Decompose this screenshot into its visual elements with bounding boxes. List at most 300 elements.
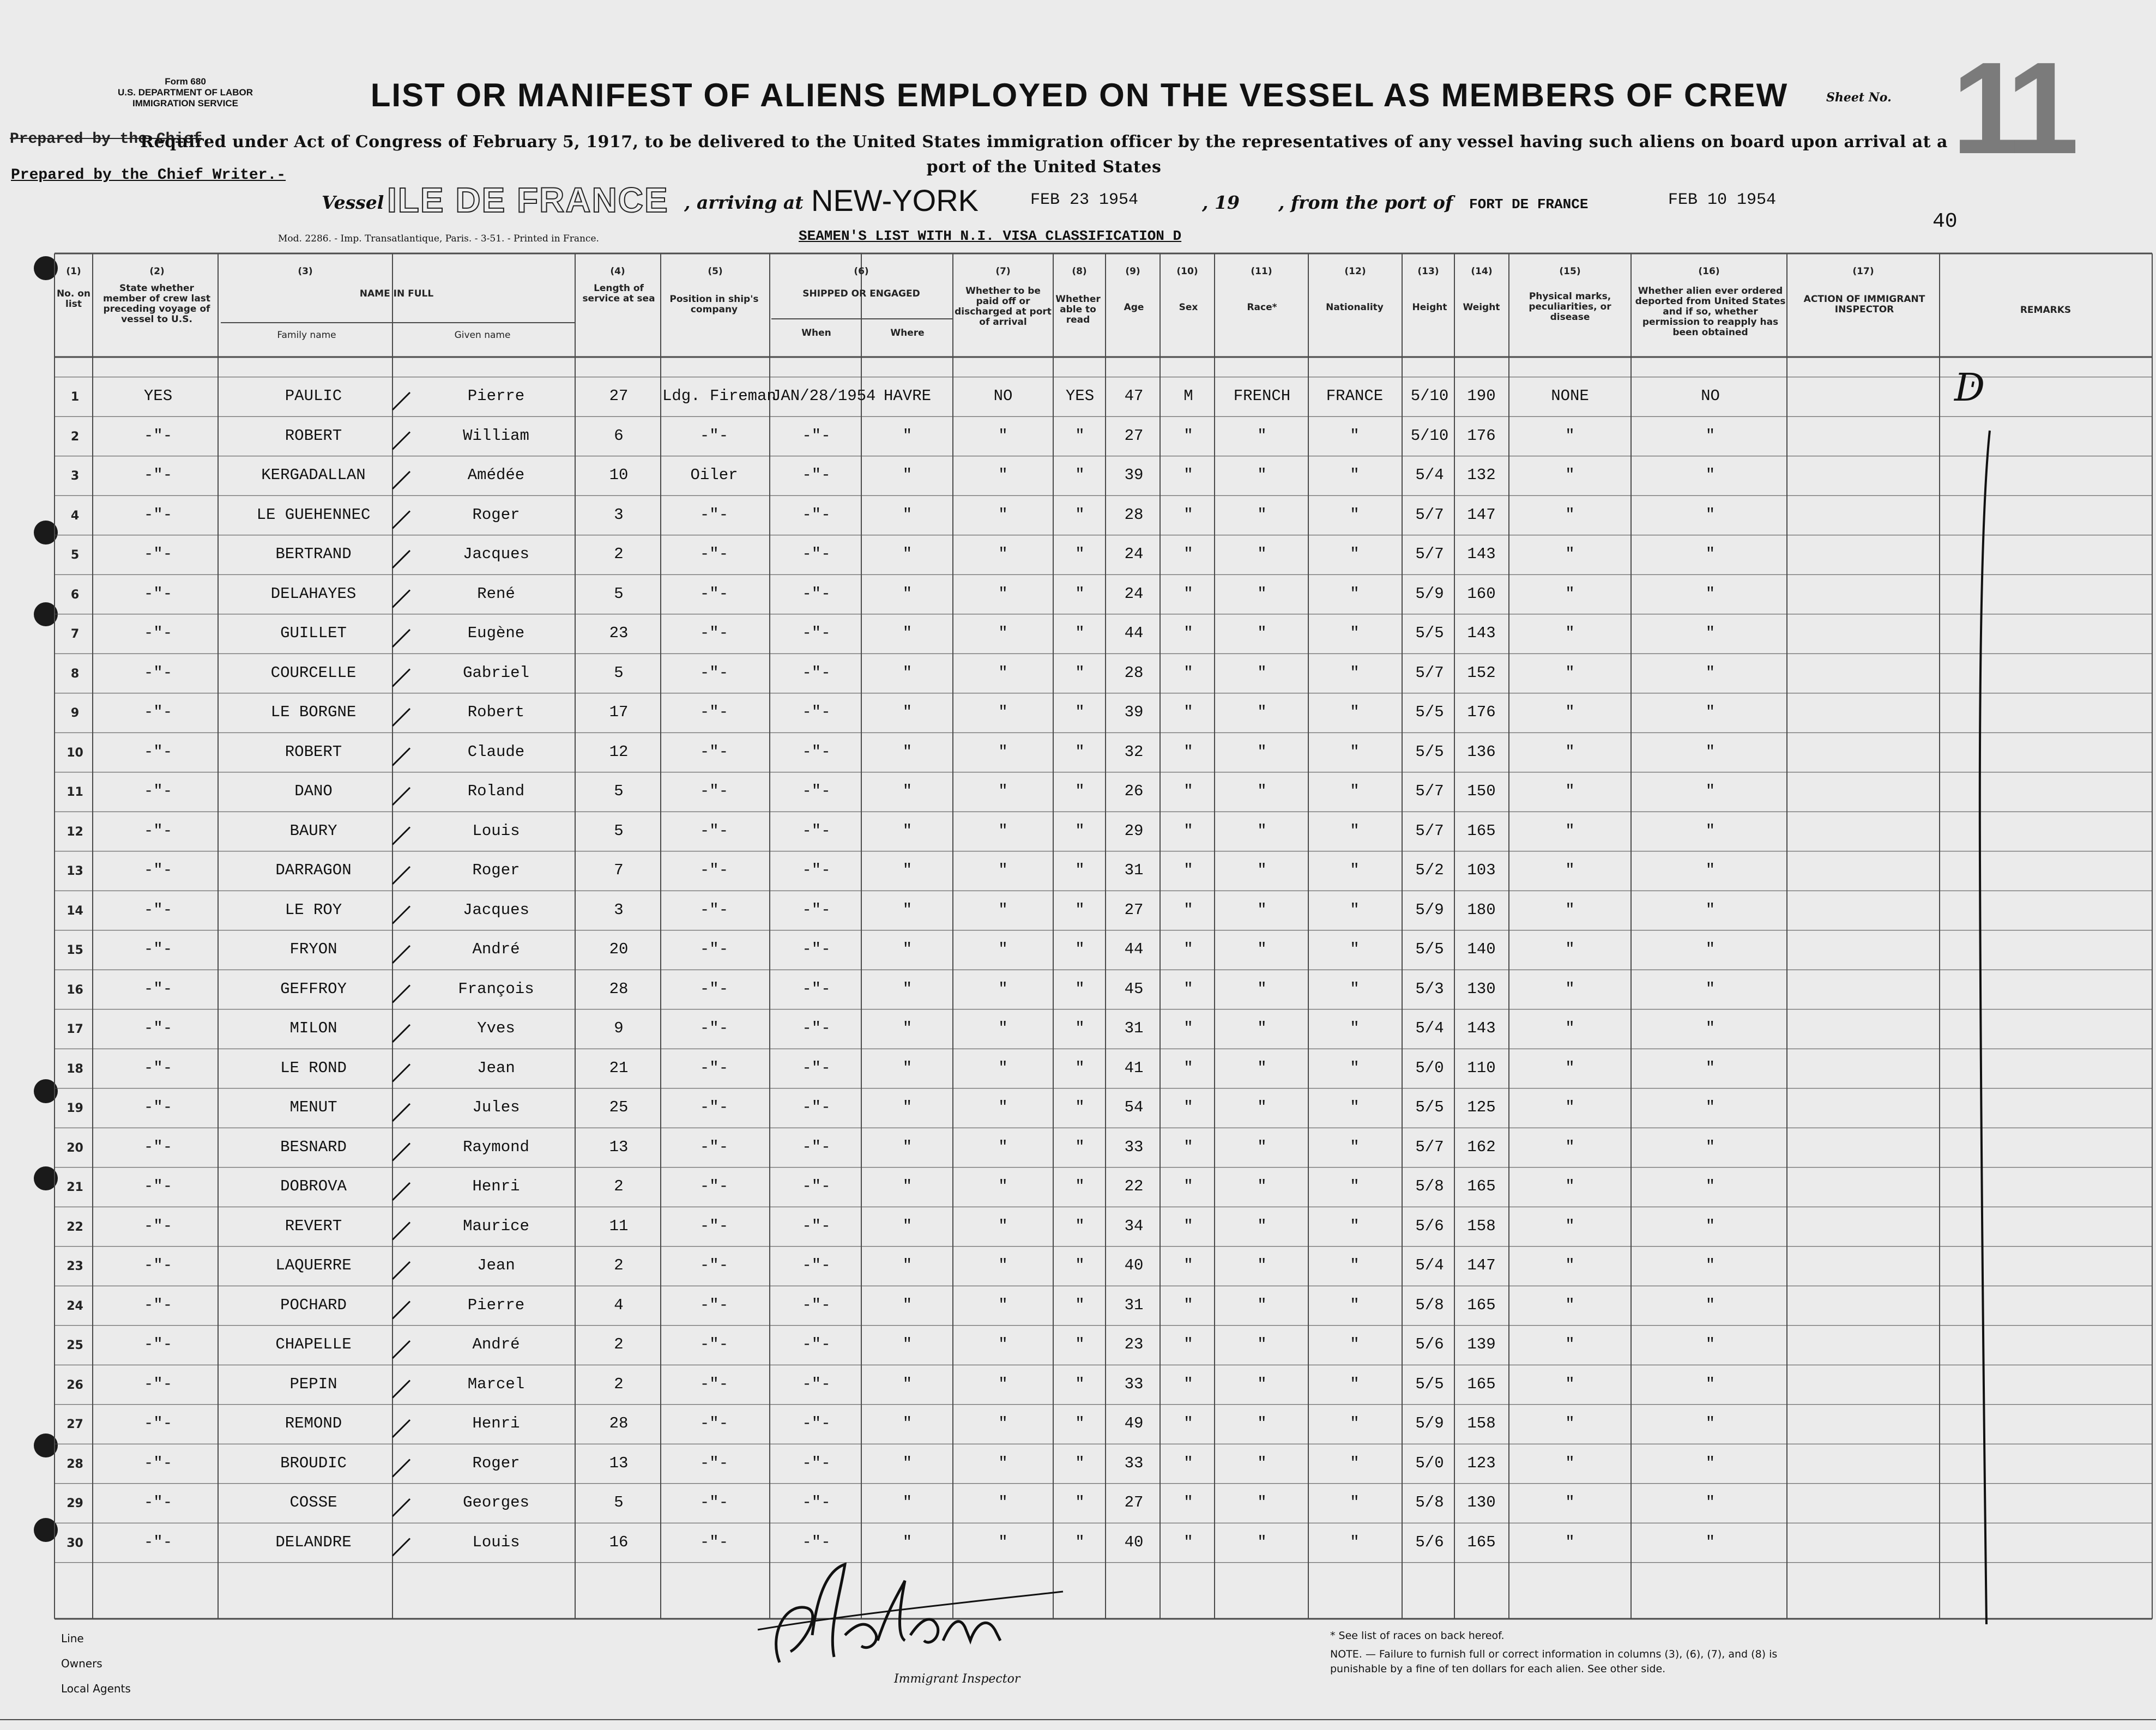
- cell-given: Pierre: [467, 1296, 525, 1314]
- cell-sex: ": [1183, 466, 1193, 484]
- header-given-name: Given name: [454, 330, 511, 341]
- cell-where: ": [902, 1098, 913, 1116]
- cell-where: ": [902, 1296, 913, 1314]
- cell-family: REVERT: [285, 1217, 342, 1235]
- cell-deported: ": [1705, 1414, 1716, 1432]
- cell-family: MILON: [289, 1019, 337, 1037]
- cell-deported: ": [1705, 1177, 1716, 1195]
- cell-marks: ": [1565, 979, 1575, 998]
- cell-age: 28: [1124, 505, 1144, 524]
- cell-member: -"-: [143, 1493, 173, 1511]
- cell-member: -"-: [143, 545, 173, 563]
- cell-height: 5/7: [1415, 545, 1444, 563]
- cell-family: GUILLET: [280, 624, 347, 642]
- cell-position: -"-: [699, 1138, 729, 1156]
- cell-family: DELAHAYES: [270, 584, 357, 603]
- seamen-list-title: SEAMEN'S LIST WITH N.I. VISA CLASSIFICATION D: [799, 228, 1182, 244]
- cell-position: -"-: [699, 663, 729, 682]
- cell-where: ": [902, 742, 913, 761]
- prepared-by: Prepared by the Chief Writer.-: [11, 167, 286, 184]
- cell-where: ": [902, 782, 913, 800]
- cell-family: LAQUERRE: [275, 1256, 352, 1274]
- cell-marks: ": [1565, 1296, 1575, 1314]
- cell-family: KERGADALLAN: [261, 466, 366, 484]
- cell-when: -"-: [802, 466, 831, 484]
- cell-given: Jacques: [463, 900, 529, 919]
- cell-where: ": [902, 1375, 913, 1393]
- cell-weight: 176: [1467, 426, 1496, 445]
- cell-when: -"-: [802, 1493, 831, 1511]
- row-number: 8: [70, 667, 80, 681]
- cell-race: ": [1257, 940, 1267, 958]
- cell-sex: ": [1183, 1138, 1193, 1156]
- cell-nationality: ": [1350, 742, 1360, 761]
- cell-weight: 190: [1467, 387, 1496, 405]
- year-label: , 19: [1202, 192, 1240, 213]
- cell-service: 2: [614, 1335, 624, 1353]
- column-number: (1): [66, 266, 81, 277]
- cell-deported: ": [1705, 742, 1716, 761]
- cell-marks: ": [1565, 1058, 1575, 1077]
- cell-position: -"-: [699, 1098, 729, 1116]
- row-number: 16: [67, 983, 83, 997]
- cell-family: BERTRAND: [275, 545, 352, 563]
- row-number: 11: [67, 785, 83, 799]
- cell-position: -"-: [699, 1217, 729, 1235]
- cell-member: -"-: [143, 742, 173, 761]
- cell-position: Oiler: [690, 466, 738, 484]
- cell-service: 11: [609, 1217, 629, 1235]
- cell-paid: ": [998, 426, 1008, 445]
- cell-age: 33: [1124, 1138, 1144, 1156]
- cell-race: ": [1257, 1098, 1267, 1116]
- header-deported: Whether alien ever ordered deported from United States and if so, whether permission to reapply has been obtained: [1635, 286, 1786, 338]
- cell-position: -"-: [699, 979, 729, 998]
- cell-paid: ": [998, 663, 1008, 682]
- cell-age: 31: [1124, 861, 1144, 879]
- cell-when: -"-: [802, 782, 831, 800]
- header-race: Race*: [1247, 302, 1277, 313]
- cell-sex: ": [1183, 1256, 1193, 1274]
- cell-nationality: ": [1350, 505, 1360, 524]
- cell-sex: ": [1183, 1058, 1193, 1077]
- cell-position: -"-: [699, 1375, 729, 1393]
- cell-deported: ": [1705, 505, 1716, 524]
- cell-member: -"-: [143, 1414, 173, 1432]
- cell-marks: ": [1565, 1454, 1575, 1472]
- cell-age: 31: [1124, 1296, 1144, 1314]
- cell-read: YES: [1065, 387, 1095, 405]
- cell-read: ": [1075, 1454, 1085, 1472]
- departure-date: FEB 10 1954: [1668, 191, 1777, 209]
- cell-age: 28: [1124, 663, 1144, 682]
- cell-when: -"-: [802, 1414, 831, 1432]
- cell-weight: 103: [1467, 861, 1496, 879]
- cell-height: 5/9: [1415, 1414, 1444, 1432]
- vessel-label: Vessel: [322, 192, 384, 213]
- cell-marks: ": [1565, 782, 1575, 800]
- cell-paid: ": [998, 742, 1008, 761]
- vessel-name: ILE DE FRANCE: [387, 180, 669, 220]
- cell-weight: 110: [1467, 1058, 1496, 1077]
- cell-family: PAULIC: [285, 387, 342, 405]
- cell-member: -"-: [143, 1296, 173, 1314]
- cell-age: 39: [1124, 703, 1144, 721]
- cell-given: André: [472, 1335, 520, 1353]
- cell-sex: ": [1183, 940, 1193, 958]
- row-number: 19: [67, 1102, 83, 1115]
- cell-position: -"-: [699, 1019, 729, 1037]
- cell-family: REMOND: [285, 1414, 342, 1432]
- cell-when: -"-: [802, 821, 831, 840]
- cell-when: -"-: [802, 1058, 831, 1077]
- cell-deported: ": [1705, 703, 1716, 721]
- cell-family: DELANDRE: [275, 1533, 352, 1551]
- cell-weight: 136: [1467, 742, 1496, 761]
- header-nationality: Nationality: [1326, 302, 1384, 313]
- header-length-of-service: Length of service at sea: [582, 283, 655, 304]
- cell-age: 22: [1124, 1177, 1144, 1195]
- cell-nationality: ": [1350, 1138, 1360, 1156]
- cell-nationality: ": [1350, 900, 1360, 919]
- cell-age: 34: [1124, 1217, 1144, 1235]
- cell-deported: ": [1705, 1493, 1716, 1511]
- cell-paid: ": [998, 1217, 1008, 1235]
- cell-weight: 143: [1467, 545, 1496, 563]
- cell-age: 39: [1124, 466, 1144, 484]
- cell-member: -"-: [143, 1256, 173, 1274]
- cell-given: Jean: [477, 1058, 515, 1077]
- cell-deported: ": [1705, 782, 1716, 800]
- header-physical-marks: Physical marks, peculiarities, or disease: [1529, 291, 1611, 323]
- cell-where: ": [902, 584, 913, 603]
- cell-deported: ": [1705, 821, 1716, 840]
- cell-position: -"-: [699, 545, 729, 563]
- cell-read: ": [1075, 1138, 1085, 1156]
- cell-race: ": [1257, 545, 1267, 563]
- cell-height: 5/10: [1410, 426, 1449, 445]
- cell-read: ": [1075, 1019, 1085, 1037]
- footer-owners-label: Owners: [61, 1657, 102, 1670]
- row-number: 21: [67, 1181, 83, 1194]
- cell-position: -"-: [699, 426, 729, 445]
- cell-given: Jacques: [463, 545, 529, 563]
- cell-race: ": [1257, 1138, 1267, 1156]
- cell-age: 41: [1124, 1058, 1144, 1077]
- cell-where: ": [902, 1493, 913, 1511]
- cell-sex: M: [1183, 387, 1193, 405]
- cell-paid: ": [998, 1019, 1008, 1037]
- cell-when: -"-: [802, 1138, 831, 1156]
- cell-service: 2: [614, 545, 624, 563]
- cell-nationality: ": [1350, 545, 1360, 563]
- cell-service: 9: [614, 1019, 624, 1037]
- row-number: 5: [70, 548, 80, 562]
- cell-given: Roger: [472, 1454, 520, 1472]
- row-number: 29: [67, 1497, 83, 1510]
- row-number: 14: [67, 904, 83, 918]
- cell-weight: 165: [1467, 821, 1496, 840]
- cell-member: -"-: [143, 624, 173, 642]
- cell-given: René: [477, 584, 515, 603]
- cell-read: ": [1075, 545, 1085, 563]
- cell-read: ": [1075, 1375, 1085, 1393]
- cell-family: DARRAGON: [275, 861, 352, 879]
- cell-when: -"-: [802, 505, 831, 524]
- cell-sex: ": [1183, 584, 1193, 603]
- from-label: , from the port of: [1278, 192, 1453, 213]
- remark-bracket-line: [1941, 371, 2050, 1624]
- cell-paid: ": [998, 1454, 1008, 1472]
- cell-position: -"-: [699, 1256, 729, 1274]
- cell-read: ": [1075, 1335, 1085, 1353]
- cell-race: ": [1257, 1493, 1267, 1511]
- cell-sex: ": [1183, 1098, 1193, 1116]
- cell-race: ": [1257, 1058, 1267, 1077]
- cell-position: -"-: [699, 821, 729, 840]
- cell-where: ": [902, 940, 913, 958]
- cell-age: 54: [1124, 1098, 1144, 1116]
- cell-marks: ": [1565, 742, 1575, 761]
- cell-race: FRENCH: [1233, 387, 1291, 405]
- cell-family: LE GUEHENNEC: [256, 505, 371, 524]
- cell-family: DANO: [294, 782, 333, 800]
- cell-nationality: ": [1350, 1256, 1360, 1274]
- cell-nationality: ": [1350, 466, 1360, 484]
- cell-given: Eugène: [467, 624, 525, 642]
- cell-when: -"-: [802, 663, 831, 682]
- cell-paid: ": [998, 821, 1008, 840]
- cell-sex: ": [1183, 861, 1193, 879]
- cell-service: 5: [614, 663, 624, 682]
- cell-age: 24: [1124, 545, 1144, 563]
- cell-when: -"-: [802, 545, 831, 563]
- cell-family: MENUT: [289, 1098, 337, 1116]
- cell-given: Yves: [477, 1019, 515, 1037]
- cell-where: ": [902, 1138, 913, 1156]
- row-number: 4: [70, 509, 80, 523]
- cell-when: -"-: [802, 1296, 831, 1314]
- cell-nationality: ": [1350, 1375, 1360, 1393]
- cell-member: -"-: [143, 821, 173, 840]
- cell-where: ": [902, 663, 913, 682]
- cell-when: -"-: [802, 584, 831, 603]
- cell-weight: 147: [1467, 1256, 1496, 1274]
- cell-race: ": [1257, 1335, 1267, 1353]
- cell-service: 5: [614, 584, 624, 603]
- column-number: (8): [1072, 266, 1087, 277]
- cell-family: ROBERT: [285, 742, 342, 761]
- cell-given: Roger: [472, 505, 520, 524]
- column-number: (5): [708, 266, 723, 277]
- row-number: 22: [67, 1220, 83, 1234]
- cell-paid: ": [998, 1375, 1008, 1393]
- act-line-2: port of the United States: [926, 158, 1162, 177]
- cell-member: -"-: [143, 1217, 173, 1235]
- cell-where: ": [902, 821, 913, 840]
- cell-age: 40: [1124, 1256, 1144, 1274]
- cell-height: 5/7: [1415, 663, 1444, 682]
- cell-marks: ": [1565, 1177, 1575, 1195]
- cell-given: Jules: [472, 1098, 520, 1116]
- cell-given: Roland: [467, 782, 525, 800]
- cell-member: -"-: [143, 861, 173, 879]
- cell-position: -"-: [699, 1454, 729, 1472]
- cell-sex: ": [1183, 900, 1193, 919]
- cell-sex: ": [1183, 624, 1193, 642]
- cell-race: ": [1257, 979, 1267, 998]
- cell-weight: 140: [1467, 940, 1496, 958]
- cell-given: Louis: [472, 821, 520, 840]
- cell-where: ": [902, 1454, 913, 1472]
- cell-age: 47: [1124, 387, 1144, 405]
- cell-member: -"-: [143, 505, 173, 524]
- footer-agents-label: Local Agents: [61, 1682, 131, 1695]
- cell-marks: ": [1565, 940, 1575, 958]
- cell-read: ": [1075, 584, 1085, 603]
- cell-where: HAVRE: [883, 387, 931, 405]
- cell-family: BROUDIC: [280, 1454, 347, 1472]
- row-number: 24: [67, 1299, 83, 1313]
- inspector-label: Immigrant Inspector: [894, 1672, 1020, 1686]
- cell-height: 5/5: [1415, 1375, 1444, 1393]
- cell-height: 5/9: [1415, 584, 1444, 603]
- cell-paid: ": [998, 861, 1008, 879]
- row-number: 25: [67, 1339, 83, 1352]
- cell-service: 28: [609, 1414, 629, 1432]
- cell-sex: ": [1183, 505, 1193, 524]
- cell-race: ": [1257, 505, 1267, 524]
- cell-height: 5/8: [1415, 1296, 1444, 1314]
- cell-marks: ": [1565, 426, 1575, 445]
- cell-family: PEPIN: [289, 1375, 337, 1393]
- cell-member: -"-: [143, 1177, 173, 1195]
- header-position: Position in ship's company: [669, 294, 759, 315]
- cell-race: ": [1257, 1375, 1267, 1393]
- cell-sex: ": [1183, 1217, 1193, 1235]
- cell-family: BESNARD: [280, 1138, 347, 1156]
- cell-weight: 130: [1467, 979, 1496, 998]
- header-no-on-list: No. on list: [56, 288, 91, 310]
- cell-family: LE ROND: [280, 1058, 347, 1077]
- cell-race: ": [1257, 1019, 1267, 1037]
- cell-sex: ": [1183, 1375, 1193, 1393]
- form-id-line-1: Form 680: [165, 76, 206, 87]
- cell-nationality: ": [1350, 584, 1360, 603]
- cell-given: Maurice: [463, 1217, 529, 1235]
- cell-when: -"-: [802, 703, 831, 721]
- cell-nationality: ": [1350, 979, 1360, 998]
- cell-race: ": [1257, 426, 1267, 445]
- cell-member: -"-: [143, 979, 173, 998]
- cell-read: ": [1075, 1493, 1085, 1511]
- cell-paid: ": [998, 1256, 1008, 1274]
- cell-age: 27: [1124, 1493, 1144, 1511]
- cell-position: -"-: [699, 1533, 729, 1551]
- cell-marks: ": [1565, 624, 1575, 642]
- cell-position: -"-: [699, 1335, 729, 1353]
- cell-position: -"-: [699, 940, 729, 958]
- footer-line-label: Line: [61, 1632, 84, 1645]
- cell-read: ": [1075, 821, 1085, 840]
- header-able-to-read: Whether able to read: [1055, 294, 1101, 325]
- cell-deported: ": [1705, 426, 1716, 445]
- cell-age: 24: [1124, 584, 1144, 603]
- cell-position: -"-: [699, 900, 729, 919]
- cell-sex: ": [1183, 821, 1193, 840]
- cell-nationality: ": [1350, 1454, 1360, 1472]
- cell-race: ": [1257, 1217, 1267, 1235]
- cell-marks: NONE: [1551, 387, 1589, 405]
- cell-height: 5/6: [1415, 1335, 1444, 1353]
- cell-paid: ": [998, 1335, 1008, 1353]
- cell-when: -"-: [802, 742, 831, 761]
- cell-when: -"-: [802, 1177, 831, 1195]
- cell-when: -"-: [802, 1335, 831, 1353]
- cell-paid: ": [998, 1138, 1008, 1156]
- cell-sex: ": [1183, 782, 1193, 800]
- cell-service: 13: [609, 1454, 629, 1472]
- cell-where: ": [902, 1335, 913, 1353]
- cell-deported: ": [1705, 545, 1716, 563]
- header-weight: Weight: [1463, 302, 1500, 313]
- header-paid-off: Whether to be paid off or discharged at port of arrival: [955, 286, 1052, 328]
- cell-when: -"-: [802, 900, 831, 919]
- cell-deported: ": [1705, 1098, 1716, 1116]
- cell-height: 5/7: [1415, 821, 1444, 840]
- row-number: 13: [67, 864, 83, 878]
- cell-marks: ": [1565, 466, 1575, 484]
- cell-height: 5/4: [1415, 1256, 1444, 1274]
- cell-given: Robert: [467, 703, 525, 721]
- cell-age: 49: [1124, 1414, 1144, 1432]
- cell-paid: ": [998, 1177, 1008, 1195]
- cell-member: -"-: [143, 1375, 173, 1393]
- row-number: 12: [67, 825, 83, 839]
- cell-service: 2: [614, 1256, 624, 1274]
- cell-paid: ": [998, 1414, 1008, 1432]
- cell-read: ": [1075, 900, 1085, 919]
- row-number: 18: [67, 1062, 83, 1076]
- cell-read: ": [1075, 1296, 1085, 1314]
- cell-race: ": [1257, 1177, 1267, 1195]
- cell-read: ": [1075, 1533, 1085, 1551]
- cell-nationality: ": [1350, 426, 1360, 445]
- cell-given: Roger: [472, 861, 520, 879]
- cell-weight: 147: [1467, 505, 1496, 524]
- cell-when: -"-: [802, 426, 831, 445]
- cell-weight: 176: [1467, 703, 1496, 721]
- cell-where: ": [902, 1177, 913, 1195]
- cell-marks: ": [1565, 584, 1575, 603]
- cell-nationality: ": [1350, 821, 1360, 840]
- cell-deported: ": [1705, 940, 1716, 958]
- cell-member: -"-: [143, 1058, 173, 1077]
- sheet-number-secondary: 40: [1932, 210, 1958, 233]
- column-number: (12): [1344, 266, 1366, 277]
- header-height: Height: [1412, 302, 1447, 313]
- cell-marks: ": [1565, 505, 1575, 524]
- cell-position: -"-: [699, 861, 729, 879]
- cell-service: 12: [609, 742, 629, 761]
- cell-sex: ": [1183, 663, 1193, 682]
- row-number: 10: [67, 746, 83, 760]
- cell-height: 5/4: [1415, 1019, 1444, 1037]
- cell-deported: ": [1705, 979, 1716, 998]
- cell-height: 5/0: [1415, 1454, 1444, 1472]
- cell-read: ": [1075, 861, 1085, 879]
- cell-service: 5: [614, 821, 624, 840]
